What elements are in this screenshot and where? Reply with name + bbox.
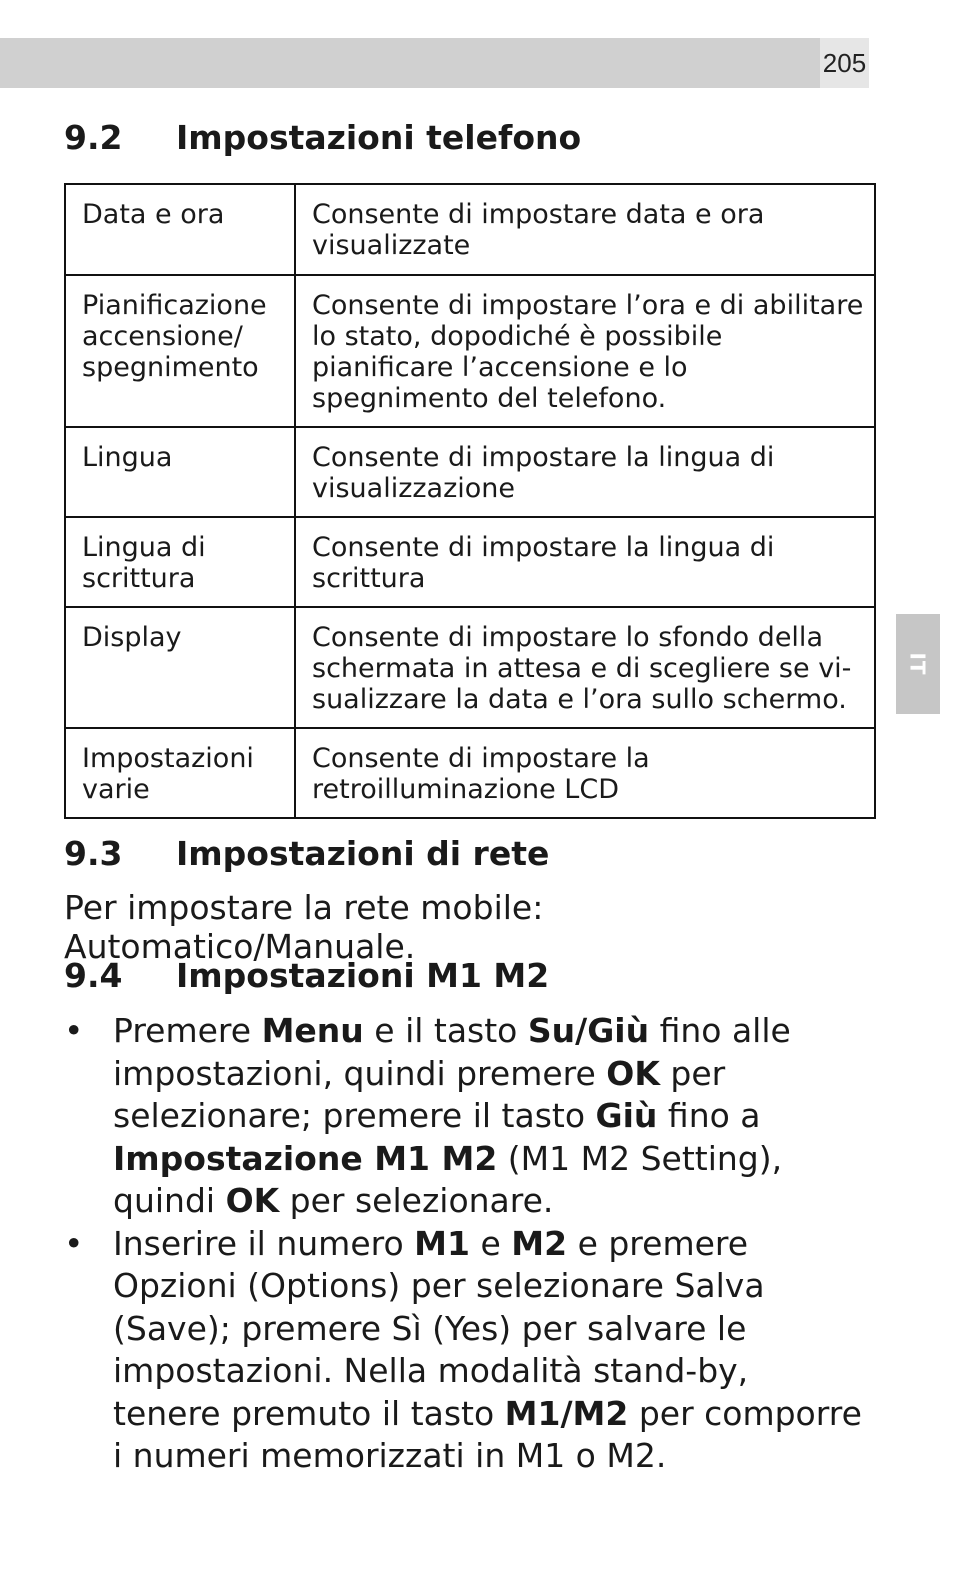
bullet: • <box>64 1223 84 1263</box>
step-keyword: Giù <box>595 1096 658 1135</box>
step-keyword: OK <box>225 1181 280 1220</box>
step-keyword: M1 <box>414 1223 470 1263</box>
section-9-3-heading <box>64 834 549 873</box>
step-keyword: Su/Giù <box>527 1011 650 1050</box>
setting-term: Pianificazione accensione/ spegnimento <box>65 275 295 427</box>
setting-description: Consente di impostare l’ora e di abilitare lo stato, dopodiché è possibile pianificare l’accensione e lo spegnimento del telefono. <box>295 275 875 427</box>
setting-term: Impostazioni varie <box>65 728 295 818</box>
table-row <box>65 184 875 275</box>
setting-term: Display <box>65 607 295 728</box>
step-text: fino a <box>657 1096 761 1135</box>
language-tab <box>896 614 940 714</box>
step-text: e <box>469 1223 512 1263</box>
setting-description: Consente di impostare la retroilluminazione LCD <box>295 728 875 818</box>
step-keyword: M2 <box>511 1223 568 1263</box>
section-9-2-heading <box>64 118 581 157</box>
step-text: per comporre i numeri memorizzati in M1 o M2. <box>113 1393 862 1475</box>
setting-description: Consente di impostare la lingua di scrittura <box>295 517 875 607</box>
step-text: Inserire il numero <box>113 1223 415 1263</box>
setting-description: Consente di impostare data e ora visualizzate <box>295 184 875 275</box>
step-text: per selezionare; premere il tasto <box>113 1053 726 1135</box>
step-text: fino alle impostazioni, quindi premere <box>113 1011 791 1093</box>
bullet: • <box>64 1011 84 1050</box>
step-text: Premere <box>113 1011 262 1050</box>
section-9-2-title: Impostazioni telefono <box>176 118 582 157</box>
language-tab-label: IT <box>906 652 930 676</box>
network-settings-text: Per impostare la rete mobile: Automatico/Manuale. <box>64 888 544 966</box>
step-keyword: OK <box>606 1053 660 1093</box>
setting-description: Consente di impostare lo sfondo della schermata in attesa e di scegliere se vi-sualizzare la data e l’ora sullo schermo. <box>295 607 875 728</box>
section-9-3-number: 9.3 <box>64 834 123 873</box>
table-row <box>65 728 875 818</box>
section-9-2-number: 9.2 <box>64 118 123 157</box>
step-text: e premere Opzioni (Options) per selezionare Salva (Save); premere Sì (Yes) per salvare le impostazioni. Nella modalità stand-by, tenere premuto il tasto <box>113 1223 765 1433</box>
step-keyword: M1/M2 <box>504 1393 629 1433</box>
table-row <box>65 275 875 427</box>
step-text: per selezionare. <box>279 1181 554 1220</box>
m1-m2-steps-list <box>64 1010 864 1478</box>
section-9-4-heading <box>64 956 549 995</box>
step-text: (M1 M2 Setting), quindi <box>113 1138 783 1220</box>
setting-term: Lingua di scrittura <box>65 517 295 607</box>
table-row <box>65 427 875 517</box>
section-9-3-title: Impostazioni di rete <box>176 834 550 873</box>
table-row <box>65 517 875 607</box>
setting-description: Consente di impostare la lingua di visualizzazione <box>295 427 875 517</box>
page-number: 205 <box>820 38 869 88</box>
section-9-4-number: 9.4 <box>64 956 123 995</box>
table-row <box>65 607 875 728</box>
step-keyword: Menu <box>261 1011 364 1050</box>
setting-term: Data e ora <box>65 184 295 275</box>
header-bar <box>0 38 820 88</box>
step-text: e il tasto <box>363 1011 528 1050</box>
list-item <box>64 1010 864 1223</box>
section-9-4-title: Impostazioni M1 M2 <box>176 956 550 995</box>
step-keyword: Impostazione M1 M2 <box>113 1138 498 1178</box>
phone-settings-table <box>64 183 876 819</box>
list-item <box>64 1223 864 1478</box>
setting-term: Lingua <box>65 427 295 517</box>
